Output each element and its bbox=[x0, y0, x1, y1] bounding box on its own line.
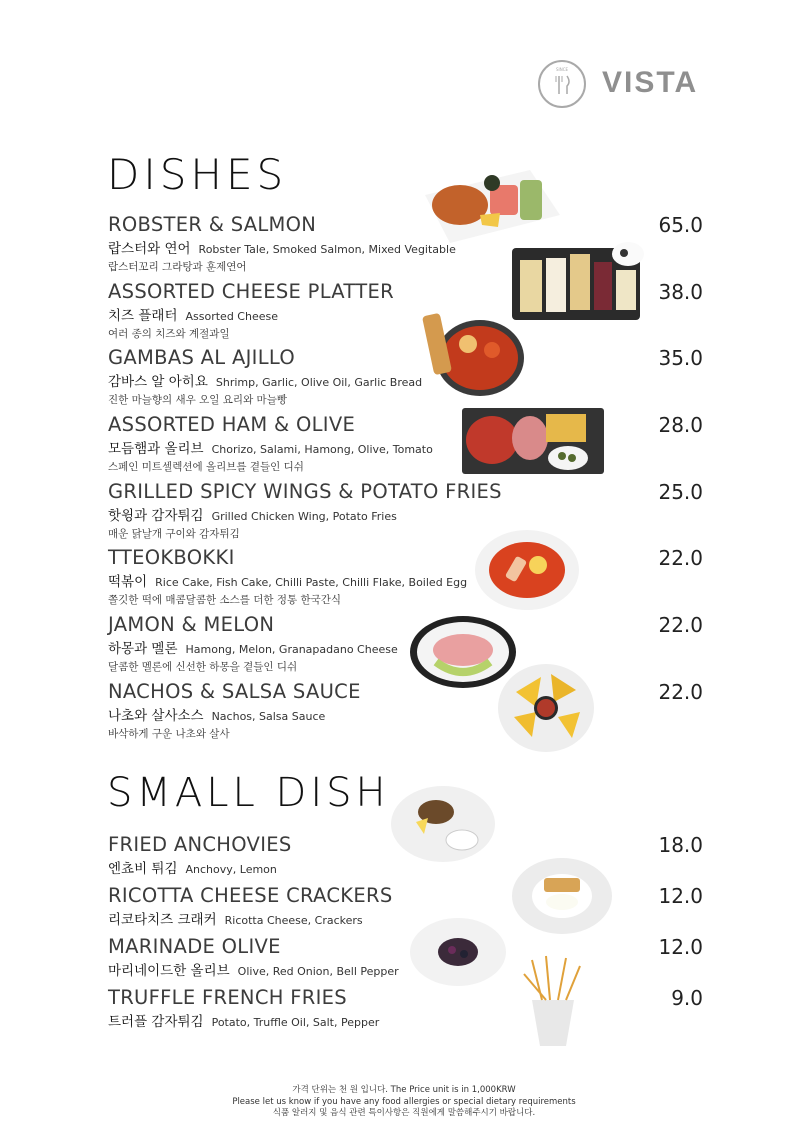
item-price: 25.0 bbox=[658, 480, 703, 504]
item-ingredients: Robster Tale, Smoked Salmon, Mixed Vegitable bbox=[198, 243, 456, 256]
item-ingredients: Ricotta Cheese, Crackers bbox=[224, 914, 363, 927]
item-price: 22.0 bbox=[658, 680, 703, 704]
item-korean-name: 엔쵸비 튀김 bbox=[108, 861, 178, 877]
item-description: 스페인 미트셀렉션에 올리브를 곁들인 디쉬 bbox=[108, 461, 304, 473]
brand-name: VISTA bbox=[602, 66, 699, 99]
item-korean-name: 떡볶이 bbox=[108, 574, 148, 590]
section-title-small-dish: SMALL DISH bbox=[107, 770, 390, 816]
item-korean-name: 하몽과 멜론 bbox=[108, 641, 178, 657]
item-description: 쫄깃한 떡에 매콤달콤한 소스를 더한 정통 한국간식 bbox=[108, 594, 342, 606]
menu-item-ricotta-crackers bbox=[108, 884, 703, 930]
item-price: 9.0 bbox=[671, 986, 703, 1010]
menu-item-robster-salmon bbox=[108, 213, 703, 275]
item-description: 바삭하게 구운 나초와 살사 bbox=[108, 728, 230, 740]
item-korean-name: 트러플 감자튀김 bbox=[108, 1014, 204, 1030]
footer-price-unit: 가격 단위는 천 원 입니다. The Price unit is in 1,000KRW bbox=[292, 1085, 516, 1095]
item-name: GAMBAS AL AJILLO bbox=[108, 346, 295, 369]
item-price: 65.0 bbox=[658, 213, 703, 237]
item-name: ROBSTER & SALMON bbox=[108, 213, 317, 236]
item-name: NACHOS & SALSA SAUCE bbox=[108, 680, 361, 703]
item-korean-name: 마리네이드한 올리브 bbox=[108, 963, 230, 979]
menu-item-truffle-fries bbox=[108, 986, 703, 1032]
item-ingredients: Olive, Red Onion, Bell Pepper bbox=[237, 965, 399, 978]
item-ingredients: Potato, Truffle Oil, Salt, Pepper bbox=[211, 1016, 380, 1029]
menu-item-fried-anchovies bbox=[108, 833, 703, 879]
item-name: ASSORTED CHEESE PLATTER bbox=[108, 280, 394, 303]
footer-allergy-notice: Please let us know if you have any food allergies or special dietary requirements bbox=[232, 1096, 576, 1107]
item-description: 랍스터꼬리 그라탕과 훈제연어 bbox=[108, 261, 247, 273]
item-price: 12.0 bbox=[658, 884, 703, 908]
footer-notes bbox=[0, 1085, 808, 1120]
footer-allergy-notice-korean: 식품 알러지 및 음식 관련 특이사항은 직원에게 말씀해주시기 바랍니다. bbox=[272, 1108, 536, 1118]
item-name: MARINADE OLIVE bbox=[108, 935, 281, 958]
item-name: ASSORTED HAM & OLIVE bbox=[108, 413, 356, 436]
item-ingredients: Anchovy, Lemon bbox=[185, 863, 277, 876]
item-name: TRUFFLE FRENCH FRIES bbox=[108, 986, 347, 1009]
item-ingredients: Hamong, Melon, Granapadano Cheese bbox=[185, 643, 398, 656]
item-korean-name: 모듬햄과 올리브 bbox=[108, 441, 204, 457]
item-price: 18.0 bbox=[658, 833, 703, 857]
item-price: 35.0 bbox=[658, 346, 703, 370]
item-description: 달콤한 멜론에 신선한 하몽을 곁들인 디쉬 bbox=[108, 661, 298, 673]
item-price: 22.0 bbox=[658, 613, 703, 637]
item-korean-name: 랍스터와 연어 bbox=[108, 241, 191, 257]
menu-item-spicy-wings bbox=[108, 480, 703, 542]
item-price: 38.0 bbox=[658, 280, 703, 304]
item-name: JAMON & MELON bbox=[108, 613, 275, 636]
item-description: 진한 마늘향의 새우 오일 요리와 마늘빵 bbox=[108, 394, 287, 406]
item-ingredients: Rice Cake, Fish Cake, Chilli Paste, Chilli Flake, Boiled Egg bbox=[155, 576, 468, 589]
item-price: 12.0 bbox=[658, 935, 703, 959]
menu-item-ham-olive bbox=[108, 413, 703, 475]
item-ingredients: Shrimp, Garlic, Olive Oil, Garlic Bread bbox=[215, 376, 423, 389]
menu-item-nachos bbox=[108, 680, 703, 742]
item-ingredients: Grilled Chicken Wing, Potato Fries bbox=[211, 510, 397, 523]
brand-logo bbox=[538, 60, 708, 110]
menu-item-jamon-melon bbox=[108, 613, 703, 675]
item-price: 22.0 bbox=[658, 546, 703, 570]
item-ingredients: Assorted Cheese bbox=[185, 310, 278, 323]
item-korean-name: 리코타치즈 크래커 bbox=[108, 912, 217, 928]
item-description: 여러 종의 치즈와 계절과일 bbox=[108, 328, 230, 340]
restaurant-seal-icon bbox=[538, 60, 586, 108]
item-ingredients: Chorizo, Salami, Hamong, Olive, Tomato bbox=[211, 443, 433, 456]
item-korean-name: 핫윙과 감자튀김 bbox=[108, 508, 204, 524]
menu-item-tteokbokki bbox=[108, 546, 703, 608]
item-name: FRIED ANCHOVIES bbox=[108, 833, 292, 856]
item-description: 매운 닭날개 구이와 감자튀김 bbox=[108, 528, 240, 540]
item-ingredients: Nachos, Salsa Sauce bbox=[211, 710, 326, 723]
item-name: TTEOKBOKKI bbox=[108, 546, 235, 569]
menu-item-gambas bbox=[108, 346, 703, 408]
item-name: RICOTTA CHEESE CRACKERS bbox=[108, 884, 393, 907]
item-korean-name: 치즈 플래터 bbox=[108, 308, 178, 324]
item-price: 28.0 bbox=[658, 413, 703, 437]
item-korean-name: 감바스 알 아히요 bbox=[108, 374, 208, 390]
menu-item-cheese-platter bbox=[108, 280, 703, 342]
item-korean-name: 나초와 살사소스 bbox=[108, 708, 204, 724]
section-title-dishes: DISHES bbox=[107, 150, 288, 199]
menu-item-marinade-olive bbox=[108, 935, 703, 981]
item-name: GRILLED SPICY WINGS & POTATO FRIES bbox=[108, 480, 502, 503]
svg-text:SINCE: SINCE bbox=[555, 67, 569, 72]
